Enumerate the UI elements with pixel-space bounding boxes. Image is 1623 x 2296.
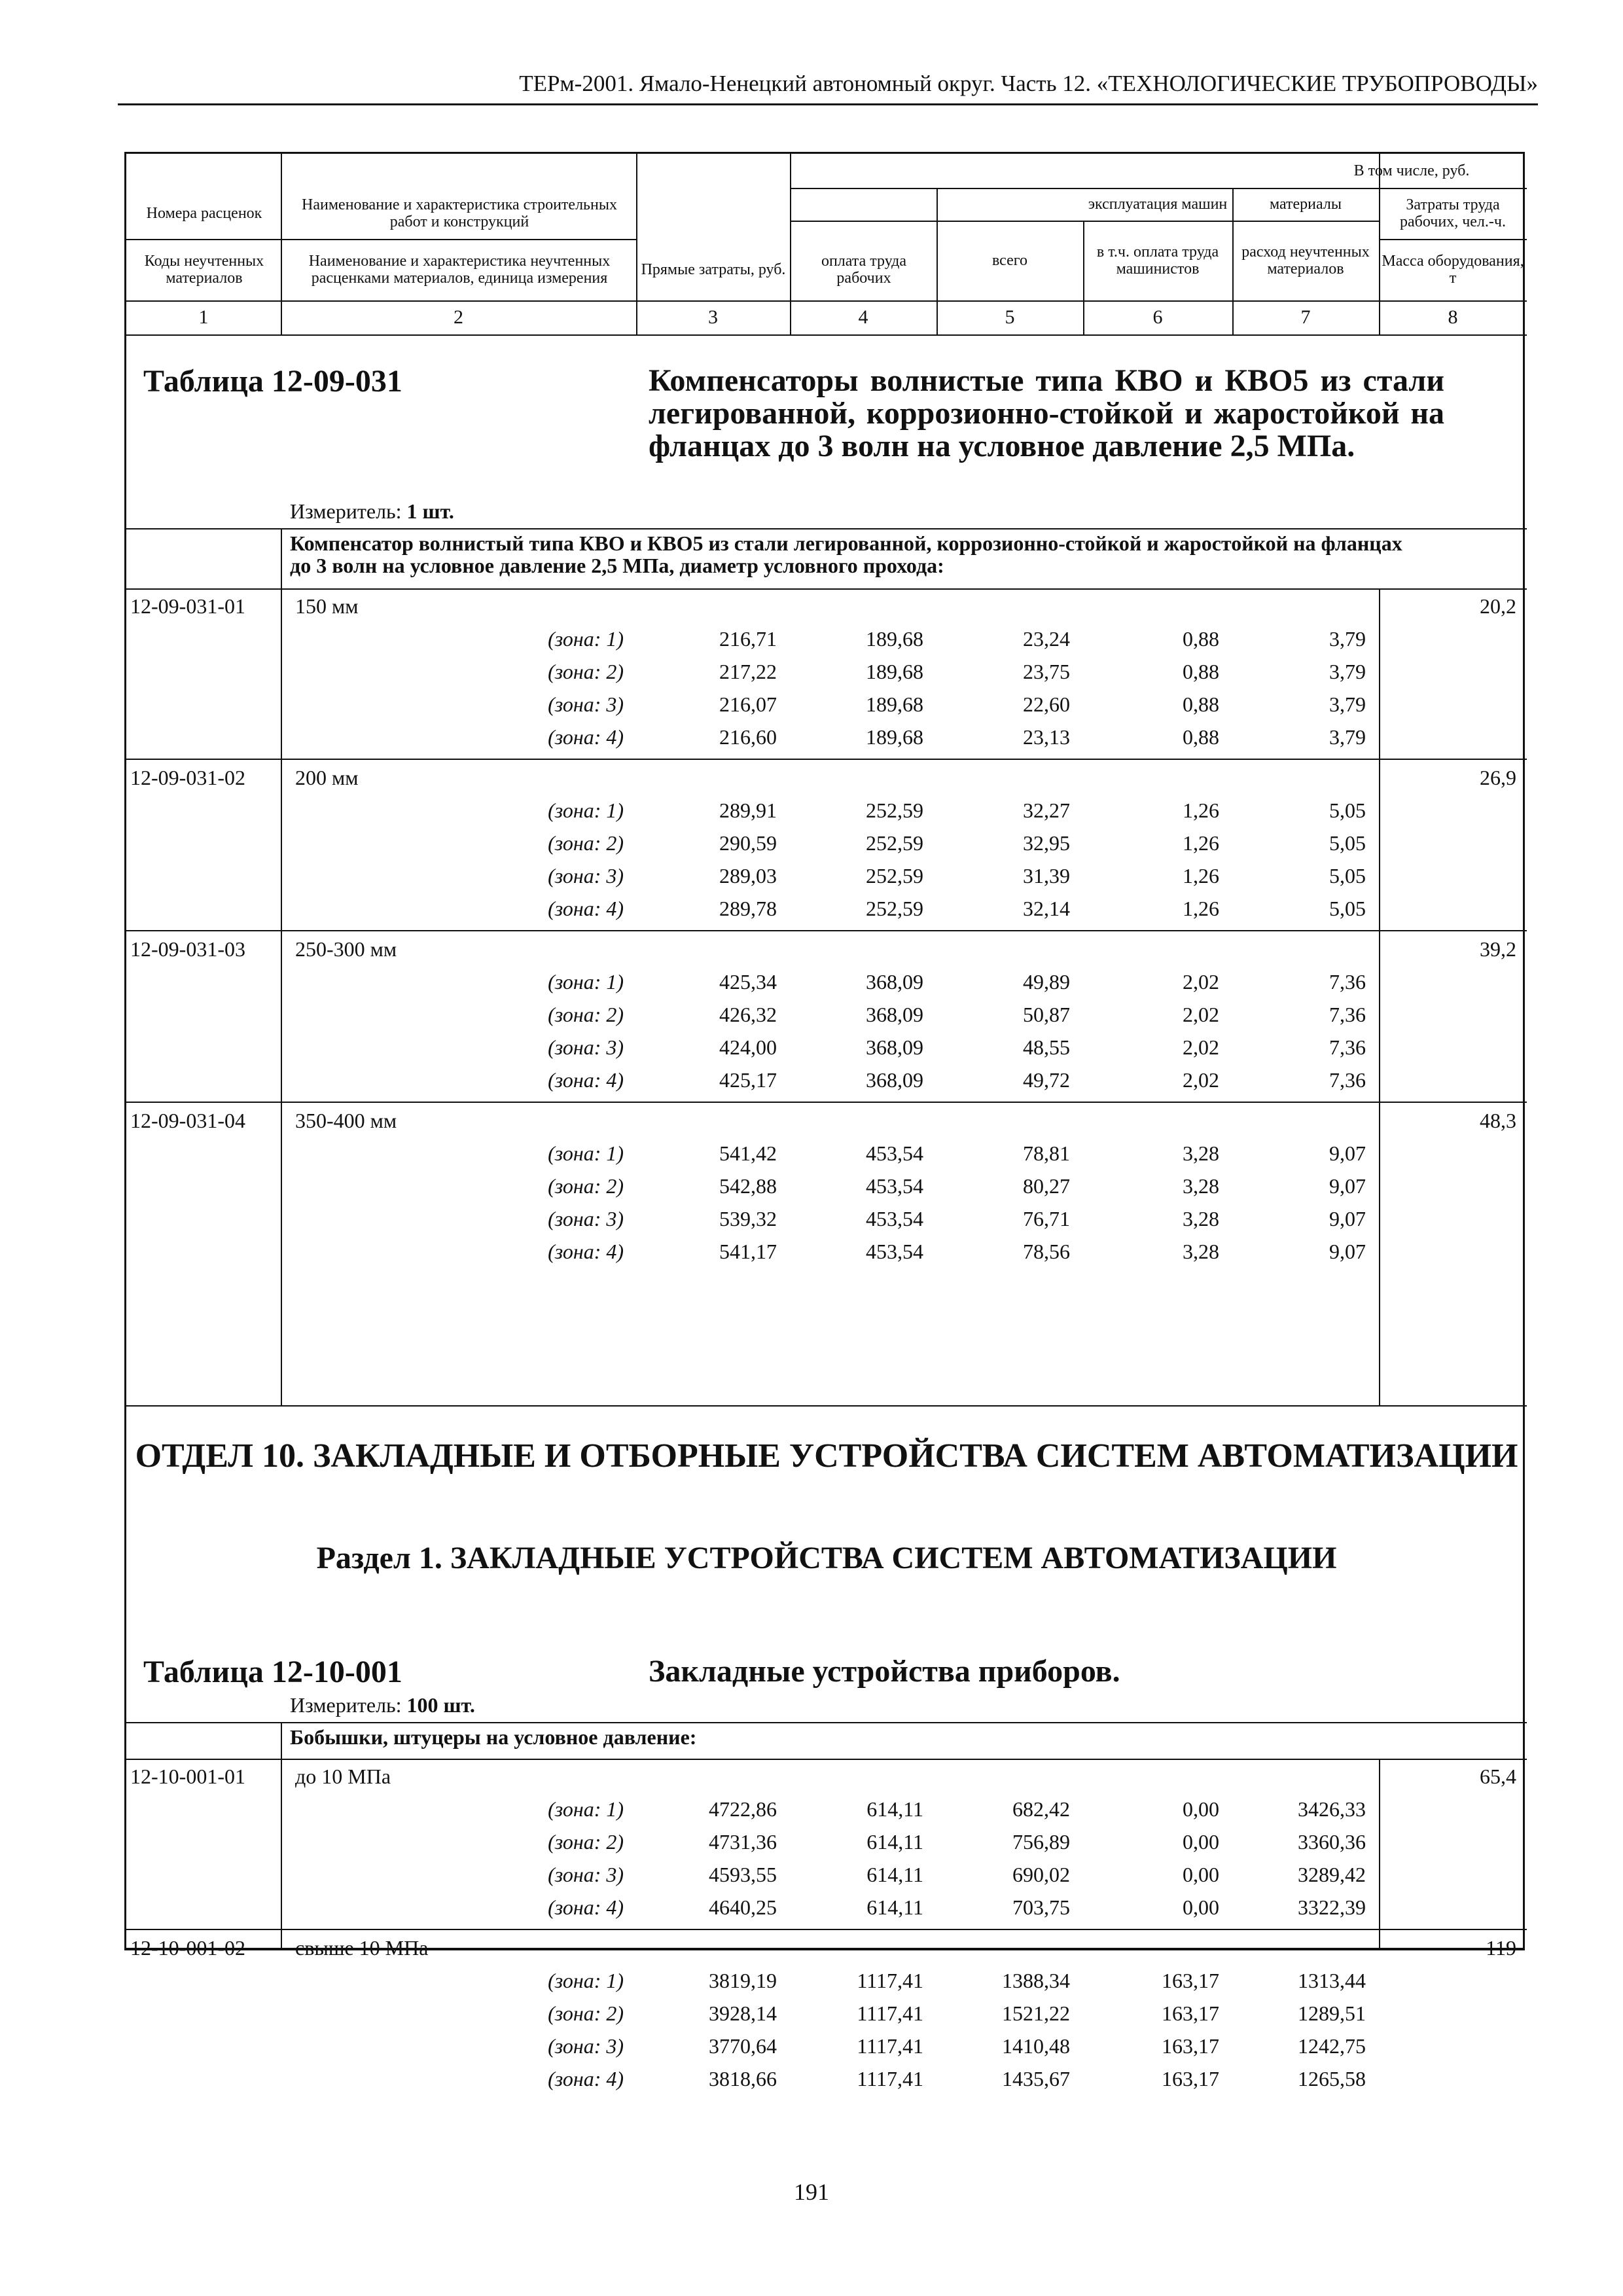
cell-operators-wages: 1,26	[1183, 798, 1219, 822]
cell-machines-total: 78,81	[1023, 1141, 1070, 1165]
table-title: Таблица 12-10-001	[143, 1655, 402, 1689]
column-number: 1	[198, 306, 209, 328]
row-group-rule	[126, 759, 1527, 760]
cell-materials: 7,36	[1329, 1035, 1366, 1059]
zone-label: (зона: 3)	[548, 1035, 624, 1059]
cell-labor: 26,9	[1480, 766, 1516, 789]
zone-label: (зона: 2)	[548, 1003, 624, 1026]
column-number: 5	[1005, 306, 1015, 328]
measure-value: 1 шт.	[406, 499, 454, 523]
cell-machines-total: 756,89	[1012, 1830, 1070, 1854]
group-description: Бобышки, штуцеры на условное давление:	[290, 1725, 697, 1749]
table-rule	[126, 528, 1527, 529]
header-col1-top: Номера расценок	[146, 205, 262, 222]
zone-label: (зона: 3)	[548, 2034, 624, 2058]
cell-materials: 1289,51	[1298, 2001, 1366, 2025]
cell-direct-costs: 541,17	[719, 1240, 777, 1263]
header-including: В том числе, руб.	[1353, 162, 1470, 179]
cell-direct-costs: 289,03	[719, 864, 777, 888]
cell-wages: 614,11	[866, 1863, 923, 1886]
measure-label: Измеритель:	[290, 1693, 402, 1717]
cell-materials: 3,79	[1329, 692, 1366, 716]
cell-materials: 7,36	[1329, 1068, 1366, 1092]
cell-direct-costs: 425,17	[719, 1068, 777, 1092]
header-col1-bottom: Коды неучтенных материалов	[144, 253, 264, 287]
zone-label: (зона: 3)	[548, 864, 624, 888]
col-rule	[1379, 1759, 1380, 1950]
cell-wages: 189,68	[866, 627, 923, 651]
cell-direct-costs: 216,60	[719, 725, 777, 749]
cell-machines-total: 80,27	[1023, 1174, 1070, 1198]
cell-direct-costs: 3928,14	[709, 2001, 777, 2025]
cell-operators-wages: 3,28	[1183, 1141, 1219, 1165]
table-description: Компенсаторы волнистые типа КВО и КВО5 из стали легированной, коррозионно-стойкой и жаростойкой на фланцах до 3 волн на условное давление 2,5 МПа.	[649, 363, 1444, 463]
zone-label: (зона: 4)	[548, 1068, 624, 1092]
table-title: Таблица 12-09-031	[143, 364, 402, 399]
cell-machines-total: 22,60	[1023, 692, 1070, 716]
work-name: 150 мм	[295, 594, 359, 618]
rate-code: 12-10-001-02	[130, 1936, 245, 1960]
cell-wages: 614,11	[866, 1895, 923, 1919]
cell-direct-costs: 289,91	[719, 798, 777, 822]
cell-operators-wages: 2,02	[1183, 1035, 1219, 1059]
cell-wages: 1117,41	[857, 2067, 923, 2090]
cell-direct-costs: 424,00	[719, 1035, 777, 1059]
header-direct-costs: Прямые затраты, руб.	[641, 261, 786, 278]
cell-wages: 252,59	[866, 864, 923, 888]
cell-materials: 1313,44	[1298, 1969, 1366, 1992]
cell-materials: 9,07	[1329, 1240, 1366, 1263]
cell-wages: 368,09	[866, 1035, 923, 1059]
cell-materials: 3426,33	[1298, 1797, 1366, 1821]
rate-code: 12-10-001-01	[130, 1765, 245, 1788]
work-name: до 10 МПа	[295, 1765, 391, 1788]
zone-label: (зона: 2)	[548, 660, 624, 683]
cell-machines-total: 703,75	[1012, 1895, 1070, 1919]
zone-label: (зона: 3)	[548, 692, 624, 716]
cell-operators-wages: 0,00	[1183, 1895, 1219, 1919]
cell-wages: 453,54	[866, 1141, 923, 1165]
cell-machines-total: 49,89	[1023, 970, 1070, 994]
cell-direct-costs: 4731,36	[709, 1830, 777, 1854]
column-number: 4	[858, 306, 868, 328]
zone-label: (зона: 1)	[548, 627, 624, 651]
cell-materials: 5,05	[1329, 897, 1366, 920]
cell-wages: 189,68	[866, 660, 923, 683]
header-equipment-mass: Масса оборудования, т	[1382, 253, 1524, 287]
cell-operators-wages: 3,28	[1183, 1174, 1219, 1198]
work-name: 200 мм	[295, 766, 359, 789]
cell-materials: 9,07	[1329, 1141, 1366, 1165]
cell-operators-wages: 1,26	[1183, 831, 1219, 855]
cell-operators-wages: 163,17	[1162, 2034, 1219, 2058]
cell-wages: 368,09	[866, 1003, 923, 1026]
cell-operators-wages: 2,02	[1183, 1068, 1219, 1092]
cell-machines-total: 1388,34	[1002, 1969, 1070, 1992]
table-description: Закладные устройства приборов.	[649, 1654, 1120, 1689]
cell-direct-costs: 4593,55	[709, 1863, 777, 1886]
cell-wages: 614,11	[866, 1797, 923, 1821]
measure-line	[290, 1693, 475, 1717]
cell-machines-total: 78,56	[1023, 1240, 1070, 1263]
cell-labor: 48,3	[1480, 1109, 1516, 1132]
zone-label: (зона: 2)	[548, 1830, 624, 1854]
work-name: 350-400 мм	[295, 1109, 397, 1132]
cell-operators-wages: 0,88	[1183, 692, 1219, 716]
zone-label: (зона: 2)	[548, 1174, 624, 1198]
cell-wages: 252,59	[866, 798, 923, 822]
row-group-rule	[126, 1929, 1527, 1930]
cell-operators-wages: 2,02	[1183, 1003, 1219, 1026]
rate-code: 12-09-031-01	[130, 594, 245, 618]
cell-machines-total: 23,75	[1023, 660, 1070, 683]
price-table	[124, 152, 1525, 2090]
cell-operators-wages: 0,00	[1183, 1797, 1219, 1821]
cell-operators-wages: 3,28	[1183, 1240, 1219, 1263]
cell-wages: 252,59	[866, 831, 923, 855]
cell-wages: 1117,41	[857, 2034, 923, 2058]
cell-wages: 453,54	[866, 1207, 923, 1230]
cell-materials: 5,05	[1329, 864, 1366, 888]
cell-direct-costs: 541,42	[719, 1141, 777, 1165]
cell-machines-total: 1435,67	[1002, 2067, 1070, 2090]
cell-machines-total: 76,71	[1023, 1207, 1070, 1230]
cell-operators-wages: 0,88	[1183, 627, 1219, 651]
cell-wages: 453,54	[866, 1240, 923, 1263]
cell-machines-total: 32,95	[1023, 831, 1070, 855]
cell-machines-total: 32,14	[1023, 897, 1070, 920]
cell-machines-total: 1521,22	[1002, 2001, 1070, 2025]
cell-operators-wages: 0,00	[1183, 1863, 1219, 1886]
header-wages: оплата труда рабочих	[821, 253, 907, 287]
cell-machines-total: 32,27	[1023, 798, 1070, 822]
cell-direct-costs: 425,34	[719, 970, 777, 994]
cell-direct-costs: 426,32	[719, 1003, 777, 1026]
cell-machines-total: 50,87	[1023, 1003, 1070, 1026]
page-number: 191	[794, 2179, 829, 2205]
zone-label: (зона: 3)	[548, 1863, 624, 1886]
column-number: 6	[1152, 306, 1163, 328]
cell-labor: 39,2	[1480, 937, 1516, 961]
zone-label: (зона: 4)	[548, 1240, 624, 1263]
cell-labor: 65,4	[1480, 1765, 1516, 1788]
cell-operators-wages: 163,17	[1162, 2001, 1219, 2025]
cell-direct-costs: 4640,25	[709, 1895, 777, 1919]
cell-materials: 1242,75	[1298, 2034, 1366, 2058]
column-number: 2	[454, 306, 463, 328]
cell-wages: 1117,41	[857, 2001, 923, 2025]
cell-machines-total: 23,13	[1023, 725, 1070, 749]
cell-materials: 7,36	[1329, 970, 1366, 994]
header-unaccounted-materials: расход неучтенных материалов	[1241, 243, 1370, 278]
cell-wages: 368,09	[866, 1068, 923, 1092]
row-group-rule	[126, 930, 1527, 931]
zone-label: (зона: 4)	[548, 2067, 624, 2090]
cell-direct-costs: 217,22	[719, 660, 777, 683]
cell-wages: 1117,41	[857, 1969, 923, 1992]
cell-direct-costs: 3819,19	[709, 1969, 777, 1992]
cell-labor: 20,2	[1480, 594, 1516, 618]
cell-direct-costs: 4722,86	[709, 1797, 777, 1821]
cell-labor: 119	[1486, 1936, 1516, 1960]
cell-machines-total: 1410,48	[1002, 2034, 1070, 2058]
zone-label: (зона: 3)	[548, 1207, 624, 1230]
cell-materials: 1265,58	[1298, 2067, 1366, 2090]
cell-direct-costs: 290,59	[719, 831, 777, 855]
column-number: 8	[1448, 306, 1458, 328]
cell-direct-costs: 539,32	[719, 1207, 777, 1230]
zone-label: (зона: 1)	[548, 798, 624, 822]
cell-direct-costs: 3770,64	[709, 2034, 777, 2058]
cell-materials: 9,07	[1329, 1207, 1366, 1230]
zone-label: (зона: 2)	[548, 831, 624, 855]
cell-direct-costs: 542,88	[719, 1174, 777, 1198]
measure-line	[290, 499, 454, 524]
work-name: 250-300 мм	[295, 937, 397, 961]
cell-machines-total: 31,39	[1023, 864, 1070, 888]
cell-wages: 252,59	[866, 897, 923, 920]
header-col2-bottom: Наименование и характеристика неучтенных расценками материалов, единица измерения	[308, 253, 611, 287]
cell-operators-wages: 0,88	[1183, 725, 1219, 749]
cell-materials: 3,79	[1329, 660, 1366, 683]
cell-operators-wages: 163,17	[1162, 2067, 1219, 2090]
cell-materials: 7,36	[1329, 1003, 1366, 1026]
col-rule	[281, 528, 282, 1405]
cell-materials: 3,79	[1329, 627, 1366, 651]
cell-operators-wages: 3,28	[1183, 1207, 1219, 1230]
cell-machines-total: 682,42	[1012, 1797, 1070, 1821]
zone-label: (зона: 1)	[548, 970, 624, 994]
zone-label: (зона: 1)	[548, 1969, 624, 1992]
col-rule	[281, 1722, 282, 1950]
cell-materials: 3322,39	[1298, 1895, 1366, 1919]
group-description: Компенсатор волнистый типа КВО и КВО5 из стали легированной, коррозионно-стойкой и жаростойкой на фланцах до 3 волн на условное давление 2,5 МПа, диаметр условного прохода:	[290, 531, 1402, 577]
cell-direct-costs: 3818,66	[709, 2067, 777, 2090]
cell-operators-wages: 1,26	[1183, 864, 1219, 888]
header-machines: эксплуатация машин	[1088, 196, 1228, 213]
column-number: 7	[1300, 306, 1311, 328]
cell-wages: 189,68	[866, 725, 923, 749]
header-materials: материалы	[1269, 196, 1342, 213]
table-rule	[126, 1405, 1527, 1407]
cell-materials: 9,07	[1329, 1174, 1366, 1198]
col-rule	[1379, 588, 1380, 1405]
rate-code: 12-09-031-02	[130, 766, 245, 789]
measure-label: Измеритель:	[290, 499, 402, 523]
table-rule	[126, 1722, 1527, 1723]
cell-direct-costs: 216,71	[719, 627, 777, 651]
header-rule	[126, 334, 1527, 336]
measure-value: 100 шт.	[406, 1693, 475, 1717]
rate-code: 12-09-031-03	[130, 937, 245, 961]
column-number: 3	[708, 306, 718, 328]
work-name: свыше 10 МПа	[295, 1936, 429, 1960]
cell-operators-wages: 2,02	[1183, 970, 1219, 994]
cell-wages: 368,09	[866, 970, 923, 994]
zone-label: (зона: 1)	[548, 1797, 624, 1821]
zone-label: (зона: 4)	[548, 897, 624, 920]
cell-machines-total: 48,55	[1023, 1035, 1070, 1059]
zone-label: (зона: 4)	[548, 1895, 624, 1919]
cell-operators-wages: 1,26	[1183, 897, 1219, 920]
cell-machines-total: 690,02	[1012, 1863, 1070, 1886]
header-col2-top: Наименование и характеристика строительных работ и конструкций	[302, 196, 617, 230]
cell-materials: 5,05	[1329, 798, 1366, 822]
rate-code: 12-09-031-04	[130, 1109, 245, 1132]
cell-direct-costs: 216,07	[719, 692, 777, 716]
running-header: ТЕРм-2001. Ямало-Ненецкий автономный округ. Часть 12. «ТЕХНОЛОГИЧЕСКИЕ ТРУБОПРОВОДЫ»	[118, 71, 1538, 105]
row-group-rule	[126, 1102, 1527, 1103]
cell-wages: 453,54	[866, 1174, 923, 1198]
cell-direct-costs: 289,78	[719, 897, 777, 920]
cell-materials: 3,79	[1329, 725, 1366, 749]
cell-materials: 5,05	[1329, 831, 1366, 855]
cell-materials: 3360,36	[1298, 1830, 1366, 1854]
cell-materials: 3289,42	[1298, 1863, 1366, 1886]
zone-label: (зона: 1)	[548, 1141, 624, 1165]
section-title: ОТДЕЛ 10. ЗАКЛАДНЫЕ И ОТБОРНЫЕ УСТРОЙСТВА СИСТЕМ АВТОМАТИЗАЦИИ	[135, 1437, 1518, 1475]
cell-machines-total: 49,72	[1023, 1068, 1070, 1092]
zone-label: (зона: 4)	[548, 725, 624, 749]
cell-operators-wages: 0,88	[1183, 660, 1219, 683]
header-labor: Затраты труда рабочих, чел.-ч.	[1400, 196, 1506, 230]
cell-operators-wages: 0,00	[1183, 1830, 1219, 1854]
header-operators-wages: в т.ч. оплата труда машинистов	[1096, 243, 1219, 278]
subsection-title: Раздел 1. ЗАКЛАДНЫЕ УСТРОЙСТВА СИСТЕМ АВТОМАТИЗАЦИИ	[316, 1541, 1337, 1575]
zone-label: (зона: 2)	[548, 2001, 624, 2025]
cell-wages: 189,68	[866, 692, 923, 716]
header-machines-total: всего	[991, 252, 1028, 269]
cell-machines-total: 23,24	[1023, 627, 1070, 651]
cell-wages: 614,11	[866, 1830, 923, 1854]
cell-operators-wages: 163,17	[1162, 1969, 1219, 1992]
